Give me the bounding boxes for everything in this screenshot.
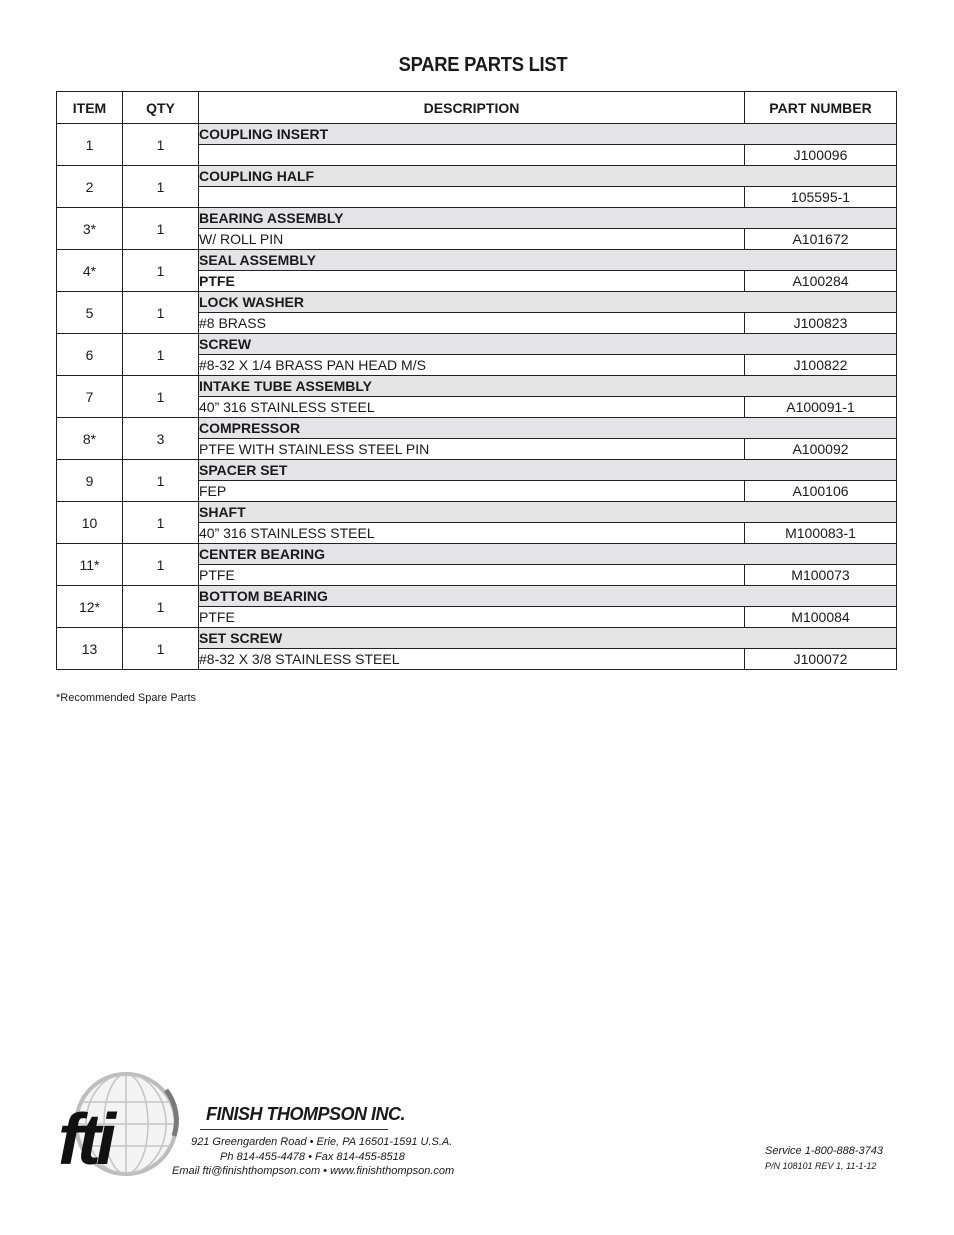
quantity: 1: [123, 628, 199, 670]
part-number: A101672: [745, 229, 897, 250]
part-name-row: [57, 292, 897, 313]
part-detail: PTFE: [199, 607, 745, 628]
quantity: 1: [123, 124, 199, 166]
company-divider: [200, 1129, 388, 1130]
column-header-description: DESCRIPTION: [199, 92, 745, 124]
company-phone-fax: Ph 814-455-4478 • Fax 814-455-8518: [220, 1151, 405, 1163]
item-number: 12*: [57, 586, 123, 628]
part-detail: [199, 187, 745, 208]
part-number: M100084: [745, 607, 897, 628]
column-header-part-number: PART NUMBER: [745, 92, 897, 124]
quantity: 1: [123, 166, 199, 208]
part-detail: 40” 316 STAINLESS STEEL: [199, 523, 745, 544]
spare-parts-table: [56, 91, 897, 670]
part-detail: 40” 316 STAINLESS STEEL: [199, 397, 745, 418]
item-number: 11*: [57, 544, 123, 586]
service-number: Service 1-800-888-3743: [765, 1145, 884, 1157]
item-number: 9: [57, 460, 123, 502]
parts-table-body: [57, 124, 897, 670]
part-name-row: [57, 166, 897, 187]
part-name-row: [57, 418, 897, 439]
company-address: 921 Greengarden Road • Erie, PA 16501-1591 U.S.A.: [191, 1136, 453, 1148]
quantity: 1: [123, 460, 199, 502]
item-number: 6: [57, 334, 123, 376]
quantity: 1: [123, 586, 199, 628]
part-name: SPACER SET: [199, 460, 897, 481]
part-name: SEAL ASSEMBLY: [199, 250, 897, 271]
item-number: 10: [57, 502, 123, 544]
footnote: *Recommended Spare Parts: [56, 692, 197, 704]
part-name-row: [57, 124, 897, 145]
item-number: 13: [57, 628, 123, 670]
part-name-row: [57, 208, 897, 229]
part-name: COUPLING HALF: [199, 166, 897, 187]
part-detail: PTFE WITH STAINLESS STEEL PIN: [199, 439, 745, 460]
part-number: J100823: [745, 313, 897, 334]
part-name-row: [57, 250, 897, 271]
part-name: INTAKE TUBE ASSEMBLY: [199, 376, 897, 397]
column-header-qty: QTY: [123, 92, 199, 124]
part-name: SCREW: [199, 334, 897, 355]
part-detail: FEP: [199, 481, 745, 502]
part-name: BEARING ASSEMBLY: [199, 208, 897, 229]
part-number: A100092: [745, 439, 897, 460]
item-number: 1: [57, 124, 123, 166]
quantity: 1: [123, 292, 199, 334]
part-detail: #8-32 X 3/8 STAINLESS STEEL: [199, 649, 745, 670]
page-title: SPARE PARTS LIST: [398, 54, 568, 76]
quantity: 1: [123, 250, 199, 292]
document-part-revision: P/N 108101 REV 1, 11-1-12: [765, 1161, 877, 1171]
item-number: 7: [57, 376, 123, 418]
part-name: LOCK WASHER: [199, 292, 897, 313]
part-name: SET SCREW: [199, 628, 897, 649]
table-header-row: [57, 92, 897, 124]
part-detail: #8 BRASS: [199, 313, 745, 334]
quantity: 1: [123, 544, 199, 586]
part-number: J100096: [745, 145, 897, 166]
item-number: 8*: [57, 418, 123, 460]
fti-logo: [56, 1072, 186, 1182]
part-number: J100822: [745, 355, 897, 376]
part-name: COUPLING INSERT: [199, 124, 897, 145]
part-name-row: [57, 334, 897, 355]
part-number: A100284: [745, 271, 897, 292]
part-name: COMPRESSOR: [199, 418, 897, 439]
quantity: 3: [123, 418, 199, 460]
part-name-row: [57, 502, 897, 523]
part-name: BOTTOM BEARING: [199, 586, 897, 607]
part-detail: PTFE: [199, 271, 745, 292]
item-number: 4*: [57, 250, 123, 292]
part-number: J100072: [745, 649, 897, 670]
part-name-row: [57, 544, 897, 565]
part-number: A100091-1: [745, 397, 897, 418]
part-name-row: [57, 586, 897, 607]
part-detail: W/ ROLL PIN: [199, 229, 745, 250]
item-number: 5: [57, 292, 123, 334]
quantity: 1: [123, 334, 199, 376]
part-detail: PTFE: [199, 565, 745, 586]
part-name-row: [57, 376, 897, 397]
part-name-row: [57, 460, 897, 481]
part-name: CENTER BEARING: [199, 544, 897, 565]
part-number: M100073: [745, 565, 897, 586]
column-header-item: ITEM: [57, 92, 123, 124]
part-number: 105595-1: [745, 187, 897, 208]
logo-wordmark: fti: [58, 1100, 111, 1180]
company-name: FINISH THOMPSON INC.: [206, 1104, 406, 1124]
part-detail: [199, 145, 745, 166]
part-number: A100106: [745, 481, 897, 502]
item-number: 3*: [57, 208, 123, 250]
part-detail: #8-32 X 1/4 BRASS PAN HEAD M/S: [199, 355, 745, 376]
quantity: 1: [123, 502, 199, 544]
quantity: 1: [123, 208, 199, 250]
company-email-web[interactable]: Email fti@finishthompson.com • www.finishthompson.com: [172, 1165, 455, 1177]
quantity: 1: [123, 376, 199, 418]
part-name: SHAFT: [199, 502, 897, 523]
item-number: 2: [57, 166, 123, 208]
part-number: M100083-1: [745, 523, 897, 544]
part-name-row: [57, 628, 897, 649]
